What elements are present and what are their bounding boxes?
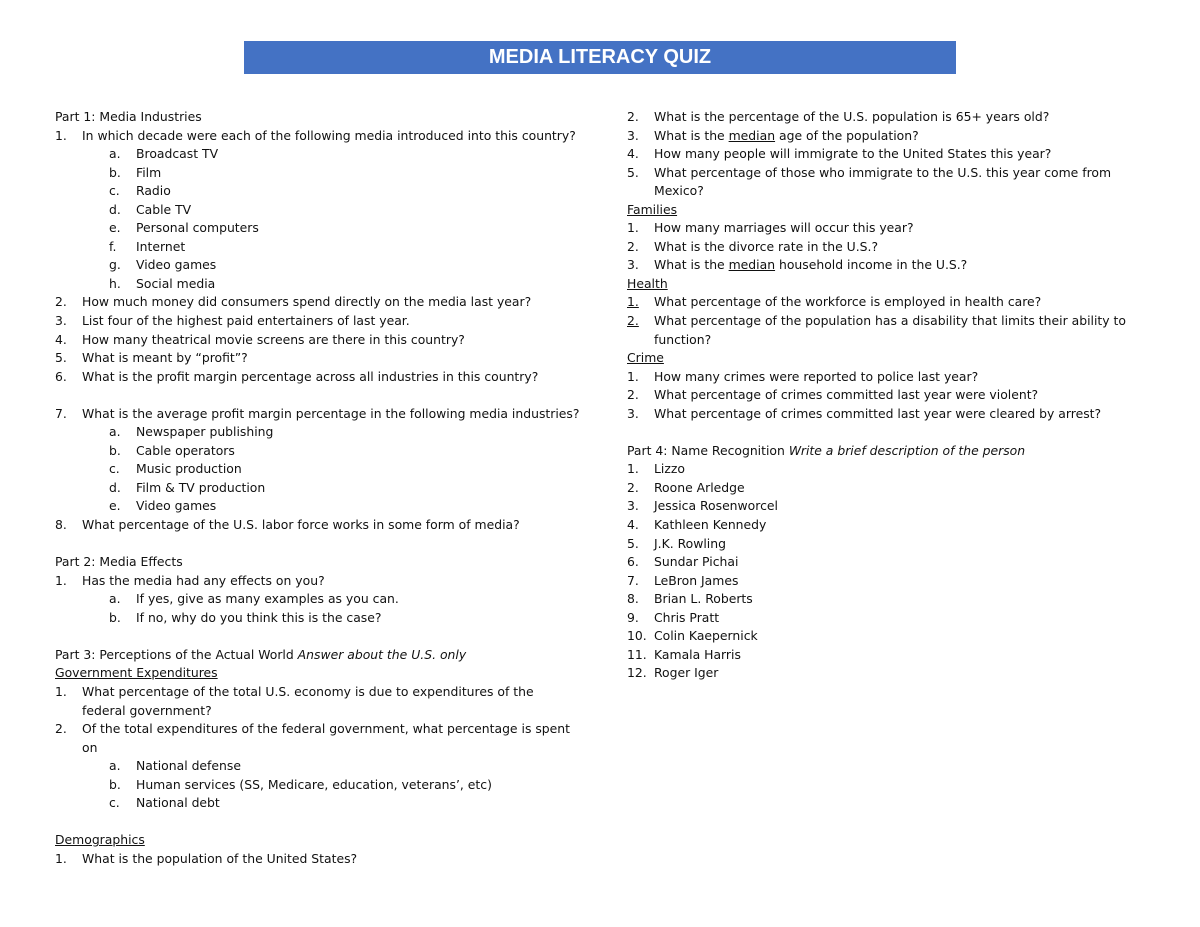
part1-question-8: 8. What percentage of the U.S. labor force works in some form of media? <box>55 517 520 533</box>
quiz-title: MEDIA LITERACY QUIZ <box>244 41 956 74</box>
part1-question-7: 7. What is the average profit margin percentage in the following media industries? <box>55 405 580 421</box>
gov-question-2: 2. Of the total expenditures of the federal government, what percentage is spent <box>55 721 570 737</box>
list-item: a. If yes, give as many examples as you can. <box>109 591 399 607</box>
list-item: b. Cable operators <box>109 442 235 458</box>
list-item: 11. Kamala Harris <box>627 646 741 662</box>
demo-question-3: 3. What is the median age of the population? <box>627 127 919 143</box>
spacer <box>55 535 585 554</box>
part1-question-6: 6. What is the profit margin percentage across all industries in this country? <box>55 368 539 384</box>
crime-question-1: 1. How many crimes were reported to police last year? <box>627 368 979 384</box>
part2-heading: Part 2: Media Effects <box>55 554 183 570</box>
health-question-2: 2. What percentage of the population has a disability that limits their ability to <box>627 313 1126 329</box>
spacer <box>627 423 1147 442</box>
list-item: 10. Colin Kaepernick <box>627 628 758 644</box>
list-item: a. Newspaper publishing <box>109 424 274 440</box>
families-question-2: 2. What is the divorce rate in the U.S.? <box>627 238 879 254</box>
part4-heading-note: Write a brief description of the person <box>788 442 1026 458</box>
list-item: f. Internet <box>109 238 186 254</box>
part1-question-2: 2. How much money did consumers spend directly on the media last year? <box>55 294 532 310</box>
demo-question-1: 1. What is the population of the United States? <box>55 850 358 866</box>
list-item: 4. Kathleen Kennedy <box>627 517 767 533</box>
list-item: e. Personal computers <box>109 220 259 236</box>
health-question-2-cont: function? <box>654 331 712 347</box>
list-item: 2. Roone Arledge <box>627 479 745 495</box>
question-number: 1. <box>55 127 67 143</box>
section-heading-demographics: Demographics <box>55 832 145 848</box>
demo-question-4: 4. How many people will immigrate to the United States this year? <box>627 146 1052 162</box>
health-question-1: 1. What percentage of the workforce is employed in health care? <box>627 294 1042 310</box>
list-item: 1. Lizzo <box>627 461 685 477</box>
list-item: c. National debt <box>109 795 220 811</box>
section-heading-crime: Crime <box>627 350 664 366</box>
list-item: 12. Roger Iger <box>627 665 719 681</box>
part4-heading: Part 4: Name Recognition Write a brief description of the person <box>627 442 1026 458</box>
list-item: b. Film <box>109 164 162 180</box>
part3-heading: Part 3: Perceptions of the Actual World Answer about the U.S. only <box>55 646 467 662</box>
part1-question-5: 5. What is meant by “profit”? <box>55 350 248 366</box>
crime-question-2: 2. What percentage of crimes committed last year were violent? <box>627 387 1039 403</box>
list-item: b. Human services (SS, Medicare, education, veterans’, etc) <box>109 776 492 792</box>
gov-question-1-cont: federal government? <box>82 702 212 718</box>
list-item: a. Broadcast TV <box>109 146 219 162</box>
list-item: 7. LeBron James <box>627 572 739 588</box>
list-item: g. Video games <box>109 257 217 273</box>
spacer <box>55 627 585 646</box>
families-question-1: 1. How many marriages will occur this year? <box>627 220 914 236</box>
list-item: e. Video games <box>109 498 217 514</box>
section-heading-families: Families <box>627 201 678 217</box>
left-column <box>55 108 585 868</box>
right-column <box>627 108 1147 683</box>
gov-question-2-cont: on <box>82 739 98 755</box>
families-question-3: 3. What is the median household income in the U.S.? <box>627 257 968 273</box>
demo-question-5: 5. What percentage of those who immigrate to the U.S. this year come from <box>627 164 1112 180</box>
list-item: d. Film & TV production <box>109 479 266 495</box>
demo-question-5-cont: Mexico? <box>654 183 704 199</box>
gov-question-1: 1. What percentage of the total U.S. economy is due to expenditures of the <box>55 683 534 699</box>
spacer <box>55 386 585 405</box>
list-item: 3. Jessica Rosenworcel <box>627 498 778 514</box>
part2-question-1: 1. Has the media had any effects on you? <box>55 572 325 588</box>
list-item: a. National defense <box>109 758 241 774</box>
list-item: 5. J.K. Rowling <box>627 535 726 551</box>
part3-heading-note: Answer about the U.S. only <box>297 646 467 662</box>
list-item: 9. Chris Pratt <box>627 609 720 625</box>
spacer <box>55 813 585 832</box>
list-item: c. Radio <box>109 183 171 199</box>
list-item: 6. Sundar Pichai <box>627 554 739 570</box>
part1-question-3: 3. List four of the highest paid entertainers of last year. <box>55 313 410 329</box>
list-item: 8. Brian L. Roberts <box>627 591 753 607</box>
part1-question-4: 4. How many theatrical movie screens are there in this country? <box>55 331 465 347</box>
part1-heading: Part 1: Media Industries <box>55 109 202 124</box>
demo-question-2: 2. What is the percentage of the U.S. population is 65+ years old? <box>627 109 1050 124</box>
list-item: d. Cable TV <box>109 201 192 217</box>
list-item: b. If no, why do you think this is the case? <box>109 609 382 625</box>
section-heading-health: Health <box>627 275 668 291</box>
list-item: c. Music production <box>109 461 242 477</box>
crime-question-3: 3. What percentage of crimes committed last year were cleared by arrest? <box>627 405 1102 421</box>
list-item: h. Social media <box>109 275 216 291</box>
question-text: In which decade were each of the following media introduced into this country? <box>82 127 576 143</box>
section-heading-government: Government Expenditures <box>55 665 218 681</box>
part1-question-1 <box>55 127 585 146</box>
